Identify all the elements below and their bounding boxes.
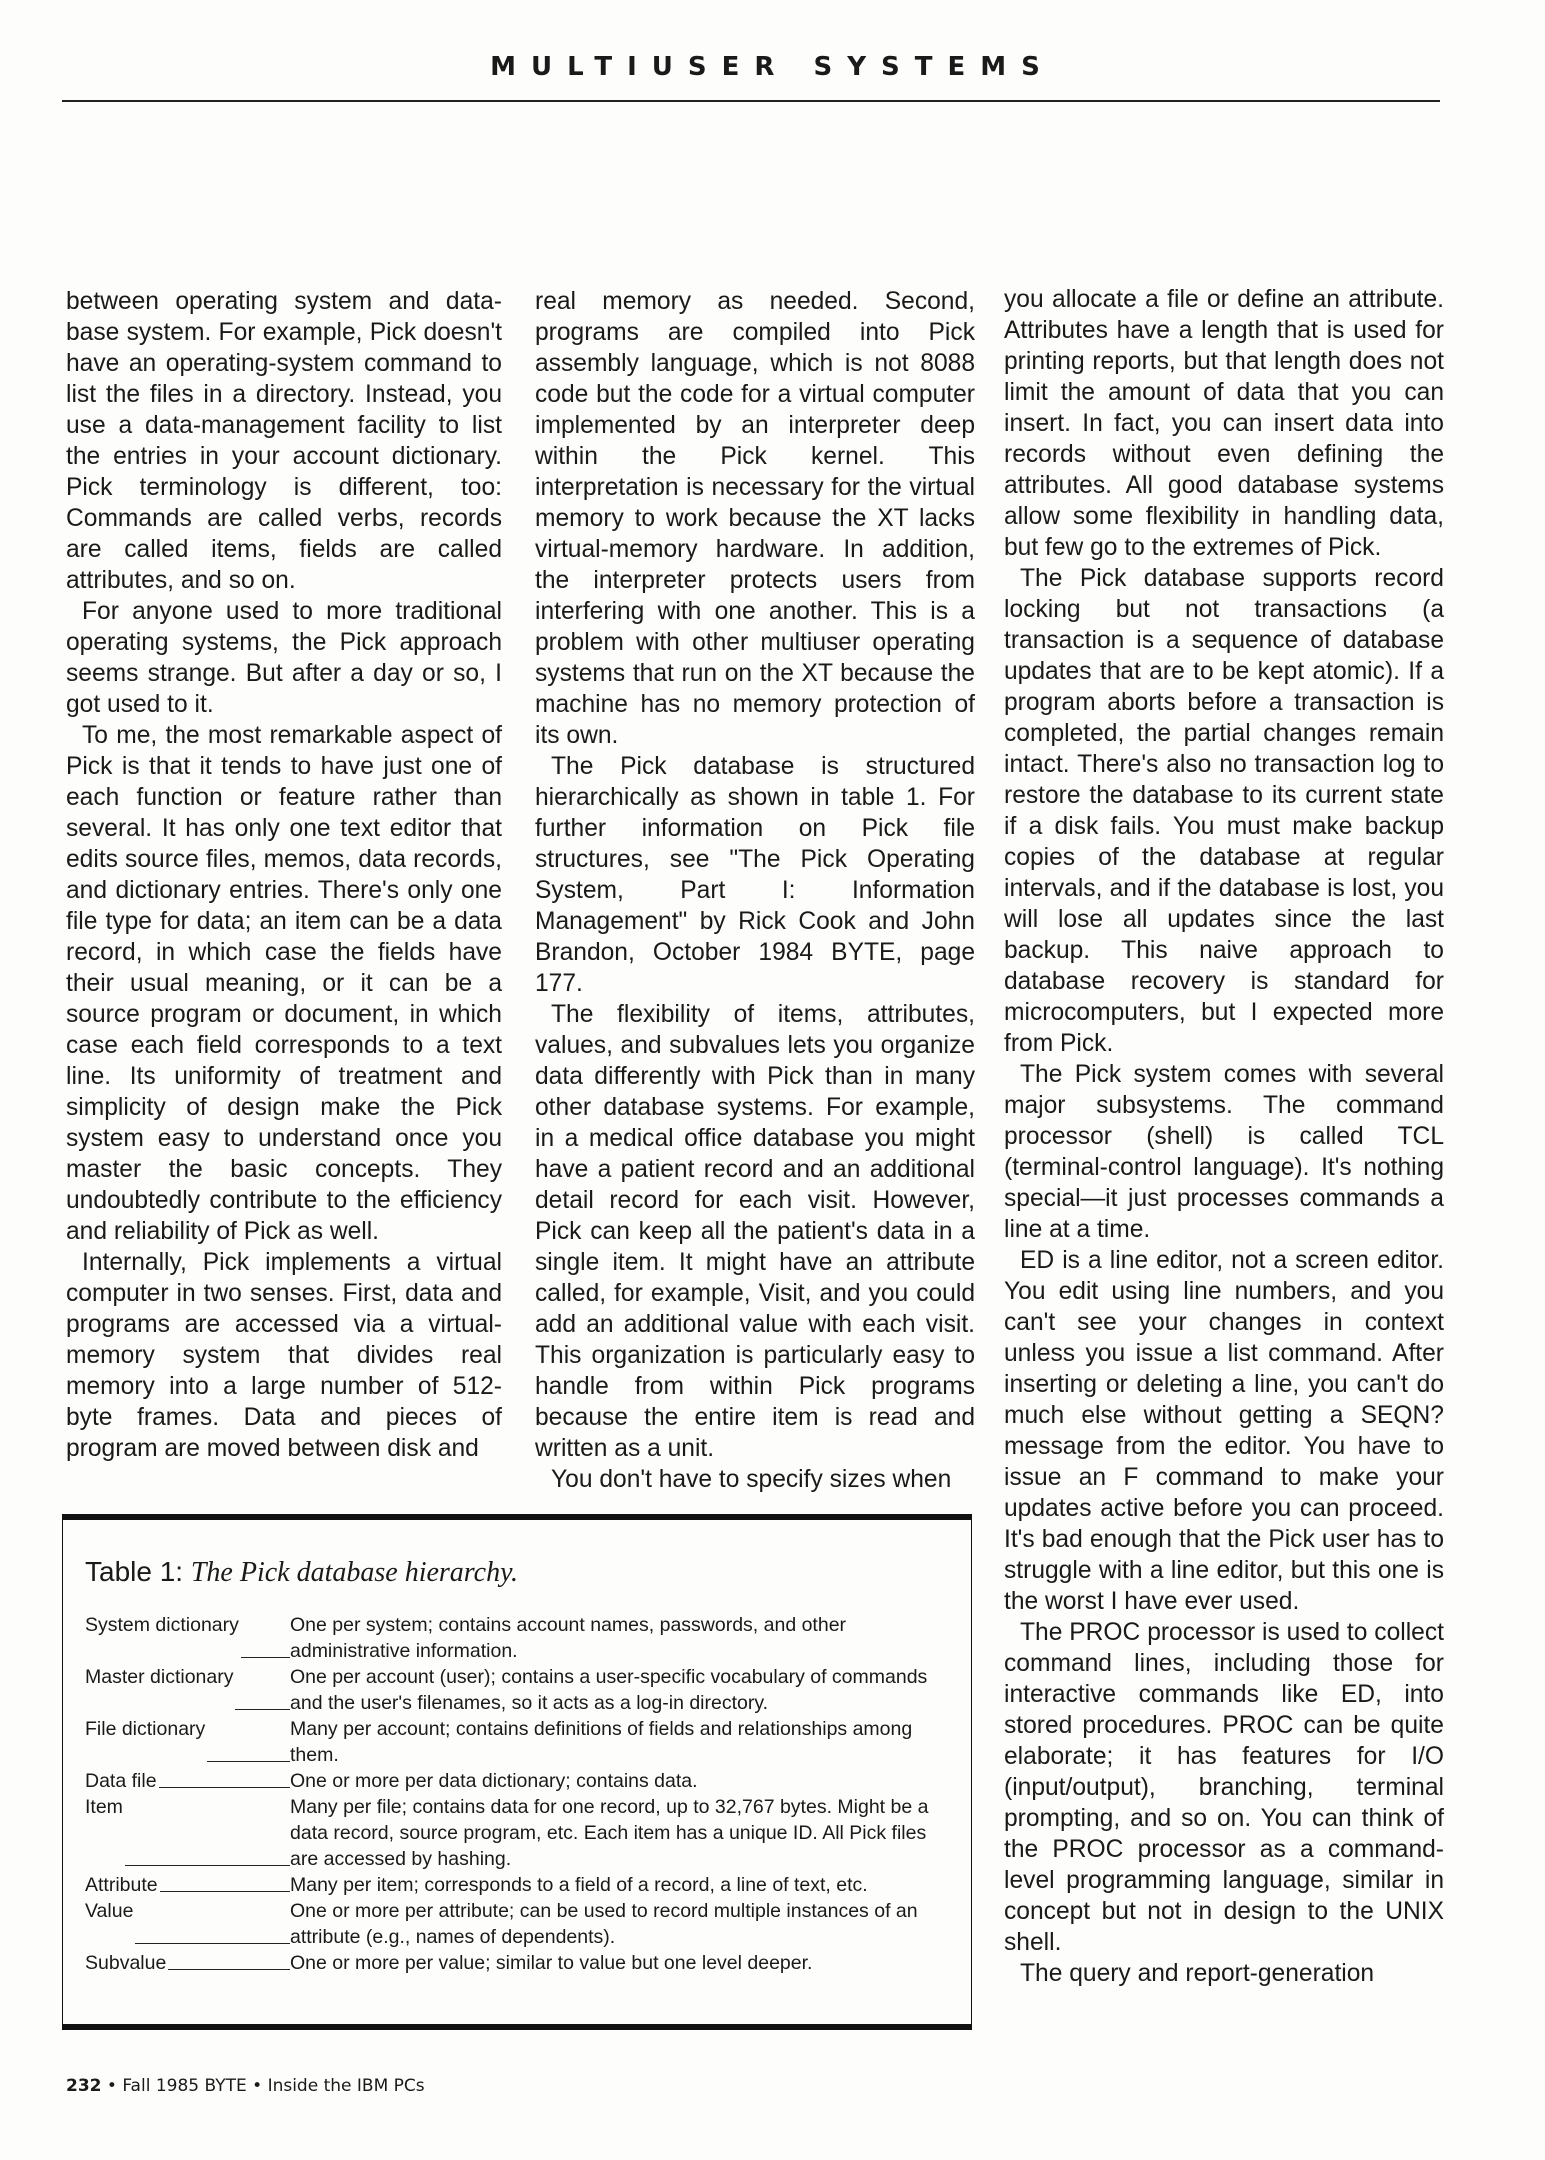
table-row — [85, 1898, 955, 1950]
table-title — [85, 1556, 518, 1589]
row-description: One per account (user); contains a user-specific vocabulary of commands and the user's filenames, so it acts as a log-in directory. — [290, 1666, 928, 1714]
leader-line — [159, 1768, 290, 1788]
row-term: Value — [85, 1900, 134, 1922]
paragraph: real memory as needed. Second, programs are compiled into Pick assembly language, which is not 8088 code but the code for a virtual computer implemented by an interpreter deep within the Pick kernel. This interpretation is necessary for the virtual memory to work because the XT lacks virtual-memory hardware. In addition, the interpreter protects users from interfering with one another. This is a problem with other multiuser operating systems that run on the XT because the machine has no memory protection of its own. — [535, 288, 975, 749]
row-description: One or more per data dictionary; contains data. — [290, 1770, 698, 1792]
row-term: System dictionary — [85, 1614, 239, 1636]
leader-line — [160, 1872, 290, 1892]
row-term: Master dictionary — [85, 1666, 234, 1688]
leader-line — [125, 1794, 290, 1866]
leader-line — [135, 1898, 290, 1944]
table-row — [85, 1768, 955, 1794]
paragraph: The flexibility of items, attributes, values, and subvalues lets you organize data differently with Pick than in many other database systems. For example, in a medical office database you might have a patient record and an additional detail record for each visit. However, Pick can keep all the patient's data in a single item. It might have an attribute called, for example, Visit, and you could add an additional value with each visit. This organization is particularly easy to handle from within Pick programs because the entire item is read and written as a unit. — [535, 1001, 975, 1462]
paragraph: ED is a line editor, not a screen editor. You edit using line numbers, and you can't see your changes in context unless you issue a list command. After inserting or deleting a line, you can't do much else without getting a SEQN? message from the editor. You have to issue an F command to make your updates active before you can proceed. It's bad enough that the Pick user has to struggle with a line editor, but this one is the worst I have ever used. — [1004, 1247, 1444, 1615]
column-1 — [66, 286, 502, 1464]
footer-text: • Fall 1985 BYTE • Inside the IBM PCs — [106, 2076, 425, 2096]
column-2 — [535, 286, 975, 1495]
row-term: Subvalue — [85, 1952, 167, 1974]
paragraph: The Pick database supports record locking but not transactions (a transaction is a sequence of database updates that are to be kept atomic). If a program aborts before a transaction is completed, the partial changes remain intact. There's also no transaction log to restore the database to its current state if a disk fails. You must make backup copies of the database at regular intervals, and if the database is lost, you will lose all updates since the last backup. This naive approach to database recovery is standard for microcomputers, but I expected more from Pick. — [1004, 565, 1444, 1057]
row-description: Many per file; contains data for one record, up to 32,767 bytes. Might be a data record, source program, etc. Each item has a unique ID. All Pick files are accessed by hashing. — [290, 1796, 929, 1870]
paragraph: The PROC processor is used to collect command lines, including those for interactive commands like ED, into stored procedures. PROC can be quite elaborate; it has features for I/O (input/output), branching, terminal prompting, and so on. You can think of the PROC processor as a command-level programming language, similar in concept but not in design to the UNIX shell. — [1004, 1619, 1444, 1956]
row-term: Item — [85, 1796, 123, 1818]
paragraph: You don't have to specify sizes when — [551, 1466, 952, 1493]
paragraph: The Pick database is structured hierarchically as shown in table 1. For further information on Pick file structures, see "The Pick Operating System, Part I: Information Management" by Rick Cook and John Brandon, October 1984 BYTE, page 177. — [535, 753, 975, 997]
leader-line — [207, 1716, 290, 1762]
table-rows — [85, 1612, 955, 1976]
leader-line — [241, 1612, 290, 1658]
paragraph: To me, the most remarkable aspect of Pick is that it tends to have just one of each function or feature rather than several. It has only one text editor that edits source files, memos, data records, and dictionary entries. There's only one file type for data; an item can be a data record, in which case the fields have their usual meaning, or it can be a source program or document, in which case each field corresponds to a text line. Its uniformity of treatment and simplicity of design make the Pick system easy to understand once you master the basic concepts. They undoubtedly contribute to the efficiency and reliability of Pick as well. — [66, 722, 502, 1245]
header-rule — [62, 100, 1440, 102]
running-header: MULTIUSER SYSTEMS — [490, 52, 1055, 82]
table-row — [85, 1716, 955, 1768]
table-row — [85, 1872, 955, 1898]
leader-line — [168, 1950, 290, 1970]
row-description: Many per item; corresponds to a field of a record, a line of text, etc. — [290, 1874, 868, 1896]
row-description: One or more per value; similar to value but one level deeper. — [290, 1952, 813, 1974]
row-description: One per system; contains account names, passwords, and other administrative information. — [290, 1614, 847, 1662]
table-1-box — [62, 1514, 972, 2030]
paragraph: The Pick system comes with several major subsystems. The command processor (shell) is called TCL (terminal-control language). It's nothing special—it just processes commands a line at a time. — [1004, 1061, 1444, 1243]
table-caption: The Pick database hierarchy. — [190, 1557, 518, 1588]
row-description: Many per account; contains definitions of fields and relationships among them. — [290, 1718, 913, 1766]
table-label: Table 1: — [85, 1556, 184, 1587]
table-row — [85, 1612, 955, 1664]
row-description: One or more per attribute; can be used to record multiple instances of an attribute (e.g., names of dependents). — [290, 1900, 918, 1948]
page-footer — [66, 2076, 425, 2096]
row-term: Data file — [85, 1770, 157, 1792]
paragraph: between operating system and data-base system. For example, Pick doesn't have an operating-system command to list the files in a directory. Instead, you use a data-management facility to list the entries in your account dictionary. Pick terminology is different, too: Commands are called verbs, records are called items, fields are called attributes, and so on. — [66, 288, 502, 594]
paragraph: For anyone used to more traditional operating systems, the Pick approach seems strange. But after a day or so, I got used to it. — [66, 598, 502, 718]
leader-line — [235, 1664, 290, 1710]
row-term: Attribute — [85, 1874, 158, 1896]
table-row — [85, 1664, 955, 1716]
table-row — [85, 1950, 955, 1976]
table-row — [85, 1794, 955, 1872]
page-number: 232 — [66, 2076, 102, 2096]
paragraph: Internally, Pick implements a virtual computer in two senses. First, data and programs are accessed via a virtual-memory system that divides real memory into a large number of 512-byte frames. Data and pieces of program are moved between disk and — [66, 1249, 502, 1462]
paragraph: The query and report-generation — [1020, 1960, 1375, 1987]
column-3 — [1004, 284, 1444, 1989]
row-term: File dictionary — [85, 1718, 206, 1740]
paragraph: you allocate a file or define an attribute. Attributes have a length that is used for printing reports, but that length does not limit the amount of data that you can insert. In fact, you can insert data into records without even defining the attributes. All good database systems allow some flexibility in handling data, but few go to the extremes of Pick. — [1004, 286, 1444, 561]
